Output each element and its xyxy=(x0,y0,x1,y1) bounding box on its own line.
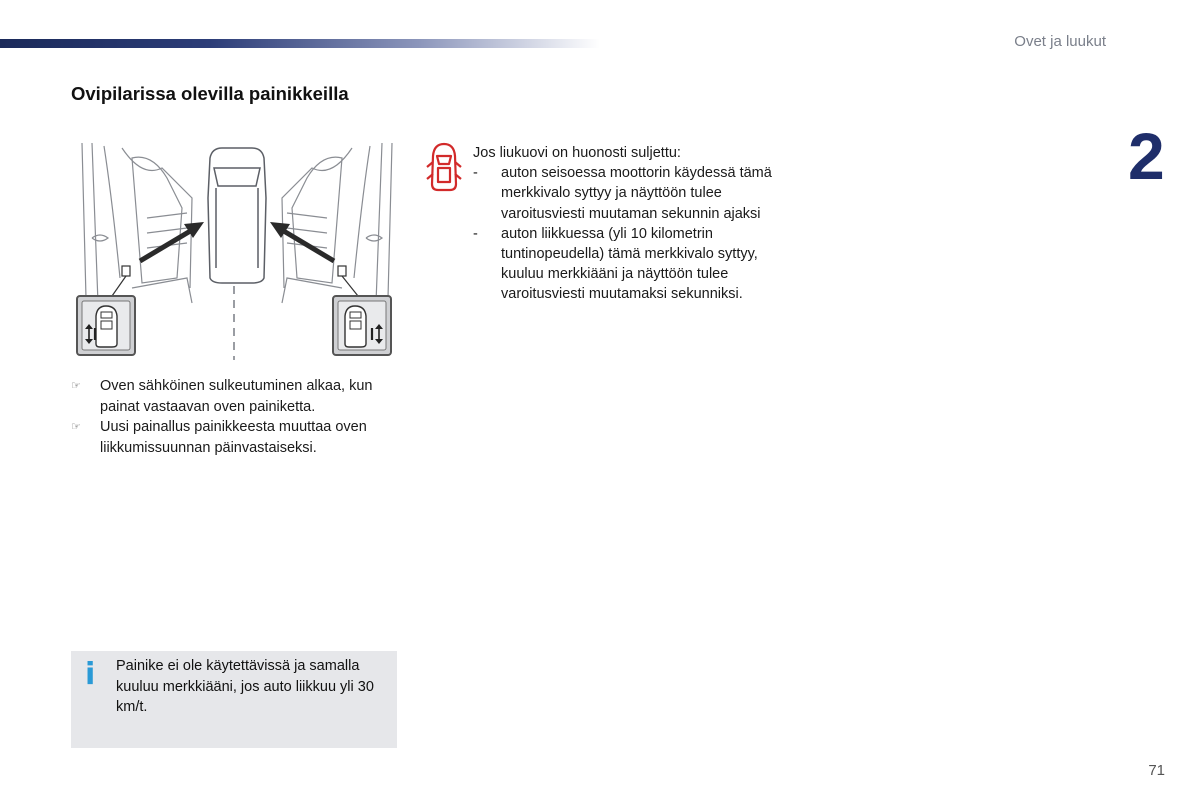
warning-list-item-text: auton liikkuessa (yli 10 kilometrin tuntinopeudella) tämä merkkivalo syttyy, kuuluu merkkiääni ja näyttöön tulee varoitusviesti muutamaksi sekunniksi. xyxy=(501,225,758,303)
info-icon: i xyxy=(85,657,96,692)
open-sliding-door-warning-icon xyxy=(424,140,464,196)
list-dash: - xyxy=(473,165,478,182)
header-band xyxy=(0,39,600,48)
warning-list-item xyxy=(473,224,773,305)
warning-text xyxy=(473,143,773,305)
instruction-step xyxy=(71,376,401,417)
info-text: Painike ei ole käytettävissä ja samalla kuuluu merkkiääni, jos auto liikkuu yli 30 km/t. xyxy=(116,658,374,715)
info-box xyxy=(71,651,397,748)
warning-list xyxy=(473,163,773,304)
page-number: 71 xyxy=(1148,762,1165,779)
chapter-number: 2 xyxy=(1128,119,1165,193)
left-door-button-icon xyxy=(77,296,135,355)
instruction-steps xyxy=(71,376,401,458)
instruction-step-text: Oven sähköinen sulkeutuminen alkaa, kun painat vastaavan oven painiketta. xyxy=(100,378,373,415)
list-dash: - xyxy=(473,225,478,242)
section-heading: Ovipilarissa olevilla painikkeilla xyxy=(71,83,349,104)
door-pillar-buttons-illustration xyxy=(72,138,402,363)
chapter-title: Ovet ja luukut xyxy=(1014,33,1106,50)
pointing-hand-icon: ☞ xyxy=(71,380,81,392)
warning-list-item-text: auton seisoessa moottorin käydessä tämä merkkivalo syttyy ja näyttöön tulee varoitusviesti muutaman sekunnin ajaksi xyxy=(501,165,772,222)
pointing-hand-icon: ☞ xyxy=(71,421,81,433)
warning-intro: Jos liukuovi on huonosti suljettu: xyxy=(473,145,681,161)
warning-list-item xyxy=(473,163,773,224)
right-door-button-icon xyxy=(333,296,391,355)
instruction-step-text: Uusi painallus painikkeesta muuttaa oven liikkumissuunnan päinvastaiseksi. xyxy=(100,419,367,456)
instruction-step xyxy=(71,417,401,458)
